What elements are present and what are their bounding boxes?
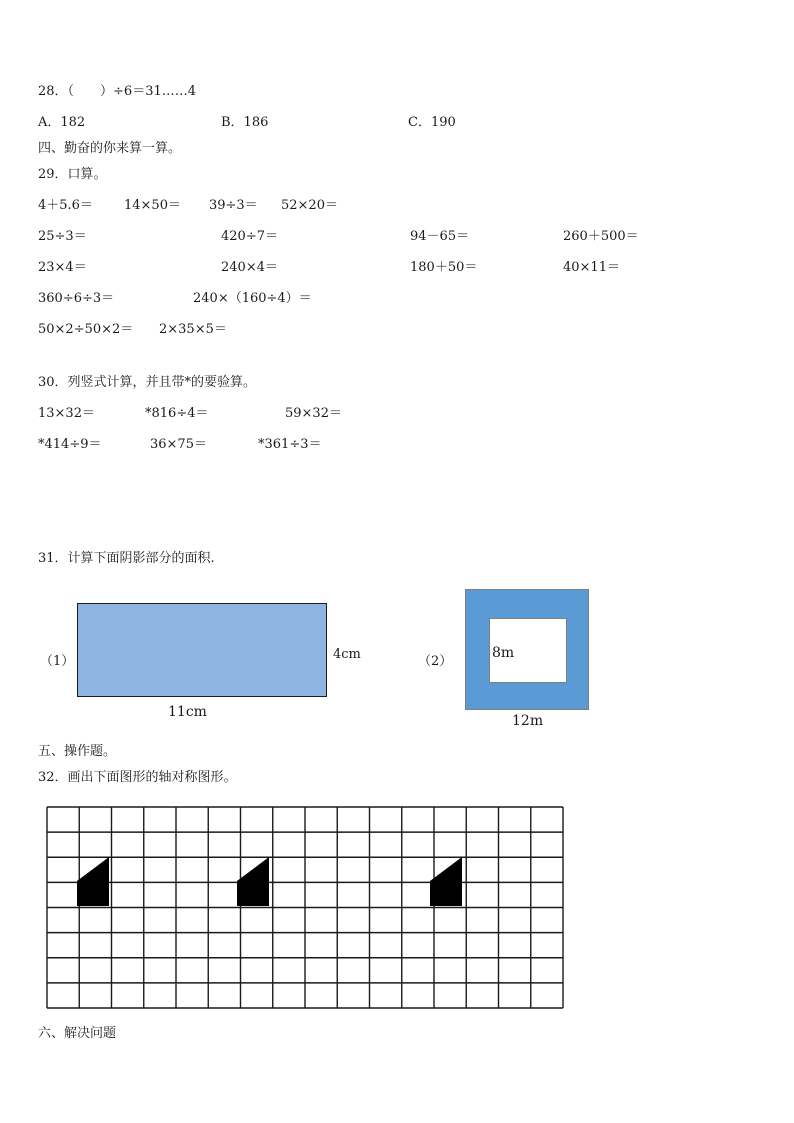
q29-r2-c1: 25÷3＝ [38, 229, 87, 244]
q29-r2-c3: 94－65＝ [410, 229, 470, 244]
q29-r4-c1: 360÷6÷3＝ [38, 291, 115, 306]
q29-r5-c2: 2×35×5＝ [159, 322, 227, 337]
q29-r4-c2: 240×（160÷4）＝ [193, 291, 312, 306]
section6-title: 六、解决问题 [38, 1026, 117, 1041]
trapezoid-shape-2 [237, 857, 269, 906]
q31-title: 31．计算下面阴影部分的面积. [38, 551, 215, 566]
fig2-label: （2） [418, 654, 453, 669]
trapezoid-shape-1 [77, 857, 109, 906]
fig2-inner-square [489, 618, 567, 683]
q29-r1-c1: 4＋5.6＝ [38, 198, 93, 213]
q29-r3-c3: 180＋50＝ [410, 260, 478, 275]
fig2-outer-label: 12m [512, 713, 544, 729]
fig1-shaded-rectangle [77, 603, 327, 697]
q30-title: 30．列竖式计算，并且带*的要验算。 [38, 375, 257, 390]
fig1-label: （1） [40, 654, 75, 669]
q30-r1-c2: *816÷4＝ [145, 406, 209, 421]
q30-r1-c1: 13×32＝ [38, 406, 95, 421]
q29-r3-c1: 23×4＝ [38, 260, 87, 275]
fig2-inner-label: 8m [492, 645, 515, 661]
grid-lines [47, 807, 563, 1008]
q29-r5-c1: 50×2÷50×2＝ [38, 322, 134, 337]
fig1-height-label: 4cm [333, 647, 361, 662]
q32-title: 32．画出下面图形的轴对称图形。 [38, 770, 237, 785]
section4-title: 四、勤奋的你来算一算。 [38, 141, 182, 156]
fig2-outer-square [465, 589, 589, 710]
symmetry-grid [45, 805, 565, 1010]
q28-option-b: B．186 [221, 115, 269, 130]
q29-r2-c4: 260＋500＝ [563, 229, 639, 244]
q29-title: 29．口算。 [38, 167, 107, 182]
q30-r2-c3: *361÷3＝ [258, 437, 322, 452]
q29-r3-c4: 40×11＝ [563, 260, 620, 275]
q30-r2-c2: 36×75＝ [150, 437, 207, 452]
q28-stem: 28．（ ）÷6＝31……4 [38, 84, 197, 99]
q29-r1-c3: 39÷3＝ [209, 198, 258, 213]
fig1-width-label: 11cm [168, 704, 207, 720]
q28-option-c: C．190 [408, 115, 456, 130]
q30-r2-c1: *414÷9＝ [38, 437, 102, 452]
q29-r1-c4: 52×20＝ [281, 198, 338, 213]
section5-title: 五、操作题。 [38, 744, 117, 759]
q30-r1-c3: 59×32＝ [285, 406, 342, 421]
q29-r2-c2: 420÷7＝ [221, 229, 278, 244]
q29-r3-c2: 240×4＝ [221, 260, 278, 275]
q28-option-a: A．182 [38, 115, 86, 130]
q29-r1-c2: 14×50＝ [124, 198, 181, 213]
trapezoid-shape-3 [430, 857, 462, 906]
